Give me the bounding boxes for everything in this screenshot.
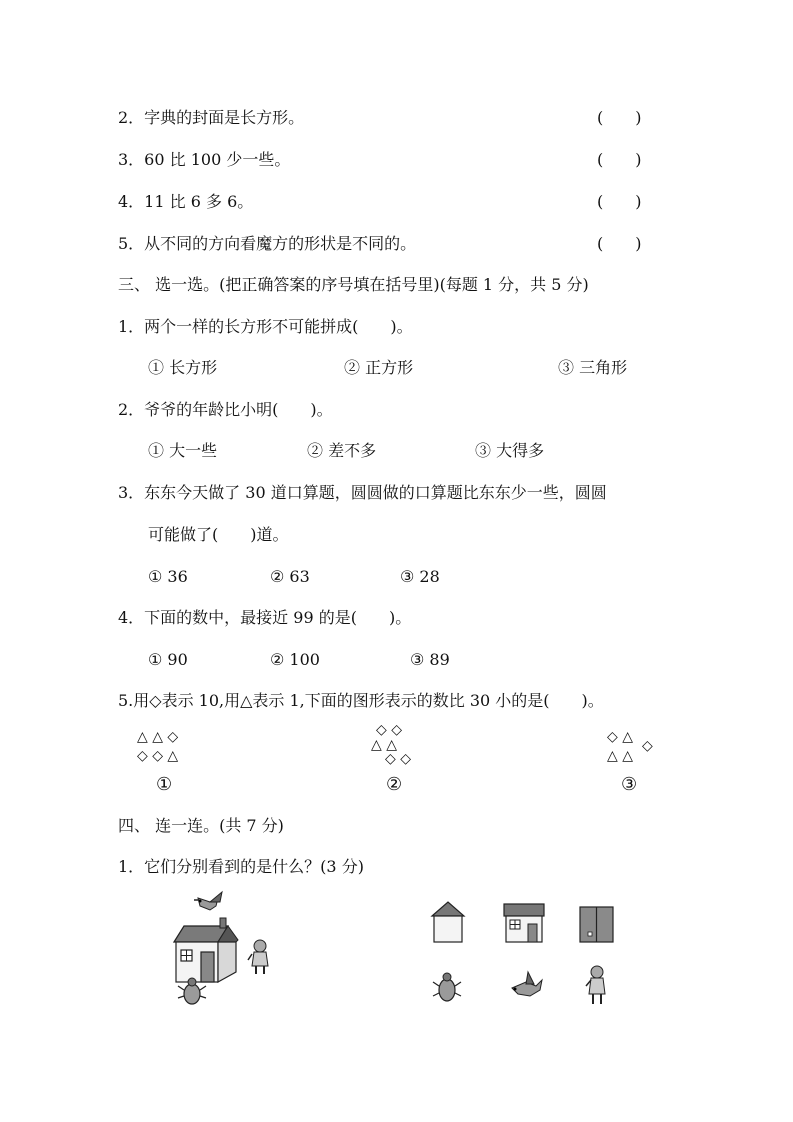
option[interactable]: ② 正方形 <box>344 358 414 377</box>
choice-q2-stem: 2．爷爷的年龄比小明( )。 <box>118 400 333 419</box>
shape-figure-2-row3: ◇ ◇ <box>385 751 411 767</box>
shape-figure-3-row2: △ △ <box>607 748 633 764</box>
shape-figure-3-side: ◇ <box>642 738 653 754</box>
answer-paren[interactable]: ( ) <box>597 234 642 253</box>
girl-icon <box>586 966 605 1004</box>
option[interactable]: ① 大一些 <box>148 441 218 460</box>
figure-label-3[interactable]: ③ <box>621 774 638 795</box>
house-scene-illustration <box>170 888 280 1008</box>
option[interactable]: ① 90 <box>148 650 188 669</box>
shape-figure-2-row2: △ △ <box>371 737 397 753</box>
judge-q5: 5．从不同的方向看魔方的形状是不同的。 <box>118 234 417 253</box>
choice-q3-stem-cont: 可能做了( )道。 <box>148 525 289 544</box>
section-title: 三、 选一选。(把正确答案的序号填在括号里)(每题 1 分，共 5 分) <box>118 275 589 294</box>
house-view-side-icon <box>432 902 464 942</box>
option[interactable]: ③ 89 <box>410 650 450 669</box>
house-view-front-icon <box>504 904 544 942</box>
observers-row <box>432 962 617 1008</box>
figure-label-1[interactable]: ① <box>156 774 173 795</box>
judge-q4: 4．11 比 6 多 6。 <box>118 192 254 211</box>
option[interactable]: ③ 大得多 <box>475 441 545 460</box>
answer-paren[interactable]: ( ) <box>597 150 642 169</box>
choice-q1-stem: 1．两个一样的长方形不可能拼成( )。 <box>118 317 413 336</box>
beetle-icon <box>433 973 461 1001</box>
choice-q3-stem: 3．东东今天做了 30 道口算题，圆圆做的口算题比东东少一些，圆圆 <box>118 483 607 502</box>
option[interactable]: ② 63 <box>270 567 310 586</box>
option[interactable]: ② 100 <box>270 650 320 669</box>
judge-q2: 2．字典的封面是长方形。 <box>118 108 305 127</box>
answer-paren[interactable]: ( ) <box>597 192 642 211</box>
shape-figure-1-row1: △ △ ◇ <box>137 729 179 745</box>
option[interactable]: ② 差不多 <box>307 441 377 460</box>
house-views-row <box>430 900 620 948</box>
bird-icon <box>194 892 222 910</box>
shape-figure-1-row2: ◇ ◇ △ <box>137 748 179 764</box>
connect-q1-stem: 1．它们分别看到的是什么？(3 分) <box>118 857 364 876</box>
choice-q5-stem: 5.用◇表示 10,用△表示 1,下面的图形表示的数比 30 小的是( )。 <box>118 691 604 710</box>
answer-paren[interactable]: ( ) <box>597 108 642 127</box>
girl-icon <box>248 940 268 974</box>
option[interactable]: ① 36 <box>148 567 188 586</box>
bird-icon <box>512 972 542 996</box>
figure-label-2[interactable]: ② <box>386 774 403 795</box>
option[interactable]: ③ 三角形 <box>558 358 628 377</box>
shape-figure-2-row1: ◇ ◇ <box>376 722 402 738</box>
shape-figure-3-row1: ◇ △ <box>607 729 633 745</box>
choice-q4-stem: 4．下面的数中，最接近 99 的是( )。 <box>118 608 412 627</box>
section-title: 四、 连一连。(共 7 分) <box>118 816 284 835</box>
house-view-top-icon <box>580 907 613 942</box>
option[interactable]: ③ 28 <box>400 567 440 586</box>
house-icon <box>174 918 238 982</box>
judge-q3: 3．60 比 100 少一些。 <box>118 150 291 169</box>
option[interactable]: ① 长方形 <box>148 358 218 377</box>
